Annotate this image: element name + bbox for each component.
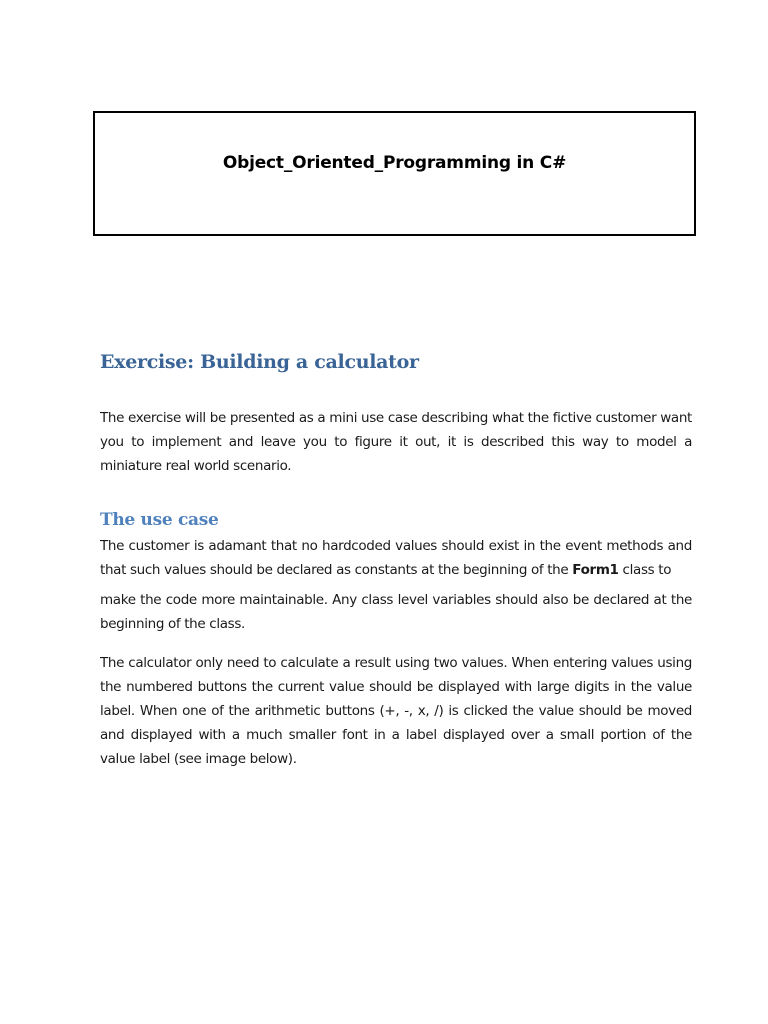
intro-paragraph: The exercise will be presented as a mini use case describing what the fictive customer want you to implement and leave you to figure it out, it is described this way to model a miniature real world scenario. xyxy=(100,410,692,474)
form1-class-name: Form1 xyxy=(572,562,619,578)
document-title: Object_Oriented_Programming in C# xyxy=(222,153,567,173)
title-box xyxy=(93,111,696,236)
use-case-paragraph-1-text-a: The customer is adamant that no hardcoded values should exist in the event methods and that such values should be declared as constants at the beginning of the xyxy=(100,538,692,578)
exercise-heading: Exercise: Building a calculator xyxy=(100,351,419,373)
document-body xyxy=(100,348,692,771)
use-case-heading: The use case xyxy=(100,510,219,530)
use-case-paragraph-1-continued: make the code more maintainable. Any class level variables should also be declared at the beginning of the class. xyxy=(100,592,692,632)
use-case-paragraph-1-text-b: class to xyxy=(618,562,672,578)
use-case-paragraph-2: The calculator only need to calculate a result using two values. When entering values using the numbered buttons the current value should be displayed with large digits in the value label. When one of the arithmetic buttons (+, -, x, /) is clicked the value should be moved and displayed with a much smaller font in a label displayed over a small portion of the value label (see image below). xyxy=(100,655,692,767)
use-case-paragraph-1 xyxy=(100,534,692,582)
